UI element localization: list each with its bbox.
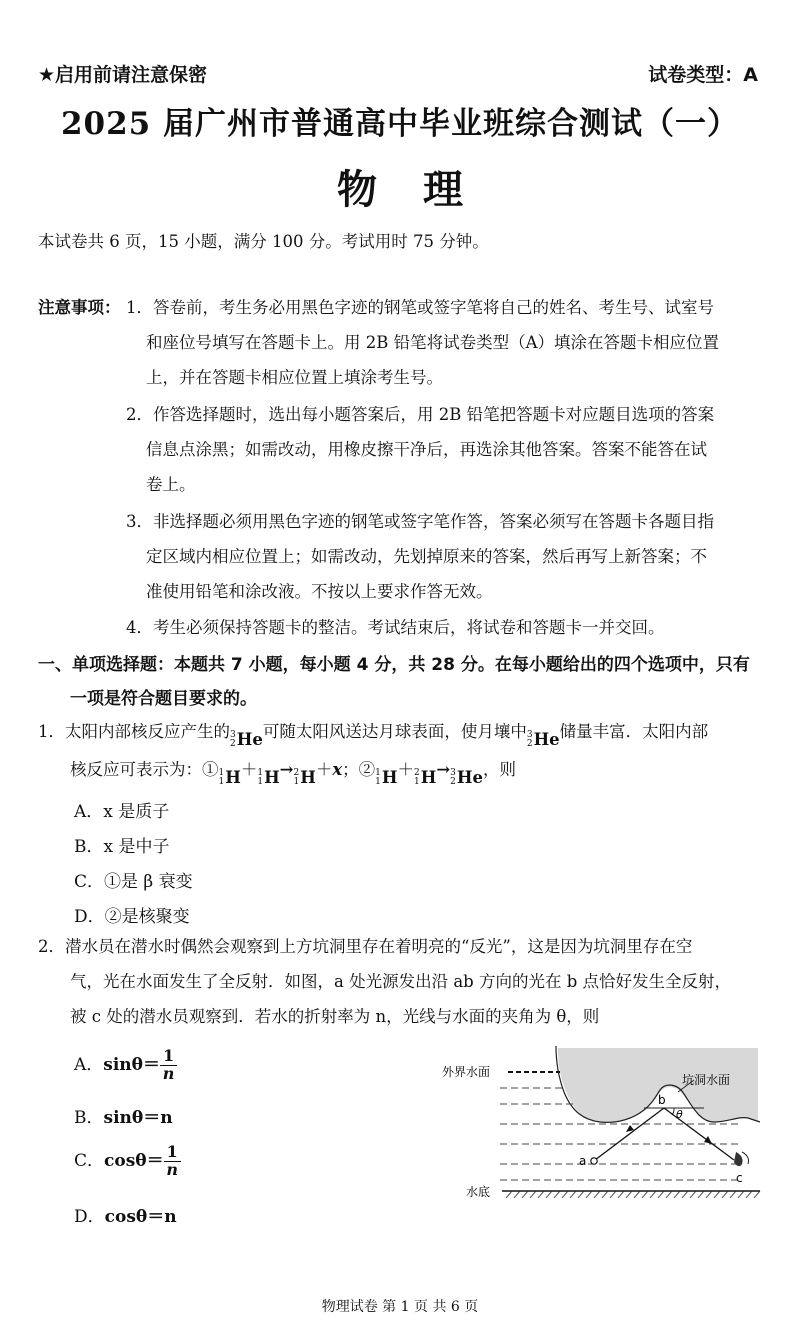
q2-stem-line-3: 被 c 处的潜水员观察到．若水的折射率为 n，光线与水面的夹角为 θ，则 [70, 1007, 600, 1026]
ray-bc-arrow [704, 1136, 712, 1144]
exam-title: 2025 届广州市普通高中毕业班综合测试（一） [60, 106, 740, 142]
note-1-line-2: 和座位号填写在答题卡上。用 2B 铅笔将试卷类型（A）填涂在答题卡相应位置 [146, 333, 720, 352]
subject-title: 物理 [337, 167, 509, 213]
note-2-line-3: 卷上。 [146, 475, 196, 494]
theta-arc [672, 1108, 674, 1115]
label-theta: θ [676, 1108, 683, 1121]
label-bottom: 水底 [466, 1185, 491, 1199]
q2-stem-line-1: 2．潜水员在潜水时偶然会观察到上方坑洞里存在着明亮的“反光”，这是因为坑洞里存在空 [38, 937, 693, 956]
section-1-heading: 一、单项选择题：本题共 7 小题，每小题 4 分，共 28 分。在每小题给出的四个选项中，只有 [38, 655, 750, 675]
note-4: 4．考生必须保持答题卡的整洁。考试结束后，将试卷和答题卡一并交回。 [126, 618, 665, 637]
bottom-hatching [506, 1191, 760, 1198]
he3-nuclide: 3 2 He [526, 729, 560, 749]
q1-option-a: A．x 是质子 [74, 802, 170, 822]
paper-type: 试卷类型：A [648, 64, 758, 86]
label-cave-water: 坑洞水面 [682, 1073, 731, 1087]
label-b: b [658, 1093, 666, 1107]
label-c: c [736, 1171, 743, 1185]
q2-option-d: D．cosθ＝n [74, 1207, 177, 1227]
notes-label: 注意事项： [38, 298, 121, 317]
he3-nuclide: 3 2 He [230, 729, 263, 749]
note-3-line-1: 3．非选择题必须用黑色字迹的钢笔或签字笔作答，答案必须写在答题卡各题目指 [126, 512, 714, 531]
note-3-line-3: 准使用铅笔和涂改液。不按以上要求作答无效。 [146, 582, 493, 601]
cave-diagram [438, 1040, 770, 1212]
q1-option-c: C．①是 β 衰变 [74, 872, 193, 892]
q1-stem-line-1: 1．太阳内部核反应产生的 3 2 He 可随太阳风送达月球表面，使月壤中 3 2 He 储量丰富．太阳内部 [38, 722, 709, 749]
note-3-line-2: 定区域内相应位置上；如需改动，先划掉原来的答案，然后再写上新答案；不 [146, 547, 707, 566]
page-footer: 物理试卷 第 1 页 共 6 页 [321, 1299, 479, 1315]
section-1-heading-cont: 一项是符合题目要求的。 [70, 689, 257, 709]
note-1-line-3: 上，并在答题卡相应位置上填涂考生号。 [146, 368, 443, 387]
q2-option-c: C．cosθ＝ $\frac{1}{n}$ [74, 1144, 181, 1179]
note-2-line-1: 2．作答选择题时，选出每小题答案后，用 2B 铅笔把答题卡对应题目选项的答案 [126, 405, 715, 424]
note-1-line-1: 1．答卷前，考生务必用黑色字迹的钢笔或签字笔将自己的姓名、考生号、试室号 [126, 298, 714, 317]
q2-option-a: A．sinθ＝ $\frac{1}{n}$ [74, 1048, 177, 1083]
intro-text: 本试卷共 6 页，15 小题，满分 100 分。考试用时 75 分钟。 [38, 232, 489, 251]
q2-option-b: B．sinθ＝n [74, 1108, 173, 1128]
q1-option-d: D．②是核聚变 [74, 907, 190, 927]
q1-option-b: B．x 是中子 [74, 837, 170, 857]
point-a [591, 1158, 597, 1164]
note-2-line-2: 信息点涂黑；如需改动，用橡皮擦干净后，再选涂其他答案。答案不能答在试 [146, 440, 707, 459]
q1-stem-line-2: 核反应可表示为：① 1 1 H ＋ 1 1 H → 2 1 H ＋x；② 1 1 H ＋ 2 1 H → 3 2 He ，则 [70, 760, 516, 787]
q2-stem-line-2: 气，光在水面发生了全反射．如图，a 处光源发出沿 ab 方向的光在 b 点恰好发生全反射， [70, 972, 732, 991]
label-a: a [579, 1154, 587, 1168]
label-outer-water: 外界水面 [442, 1065, 491, 1079]
confidential-mark: ★启用前请注意保密 [38, 64, 208, 86]
